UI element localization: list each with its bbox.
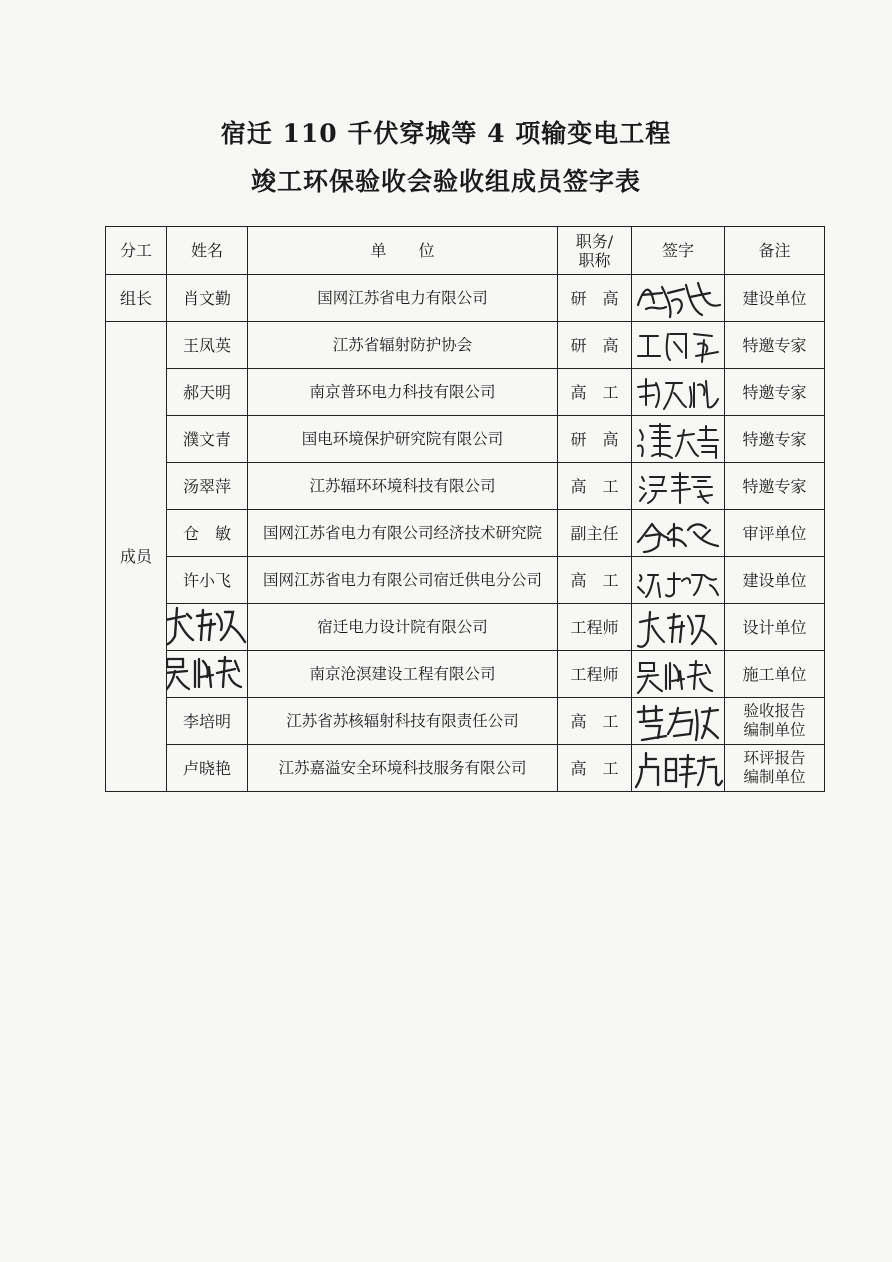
table-row [106, 322, 825, 369]
member-remarks: 建设单位 [725, 557, 825, 604]
member-title: 研 高 [558, 322, 632, 369]
signature-wu [632, 604, 725, 651]
member-unit: 江苏省辐射防护协会 [248, 322, 558, 369]
table-row [106, 557, 825, 604]
table-row [106, 698, 825, 745]
signature-tang [632, 463, 725, 510]
member-remarks [725, 745, 825, 792]
member-remarks: 特邀专家 [725, 416, 825, 463]
table-row [106, 369, 825, 416]
remarks-line: 环评报告 [743, 749, 806, 767]
remarks-line: 编制单位 [743, 768, 806, 786]
header-position [558, 227, 632, 275]
member-name-signature-wu [167, 604, 248, 651]
member-name: 汤翠萍 [167, 463, 248, 510]
member-title: 高 工 [558, 698, 632, 745]
document-title-line1: 宿迁 110 千伏穿城等 4 项输变电工程 [220, 119, 672, 148]
member-unit: 国网江苏省电力有限公司 [248, 275, 558, 322]
member-title: 高 工 [558, 557, 632, 604]
member-unit: 江苏省苏核辐射科技有限责任公司 [248, 698, 558, 745]
remarks-line: 验收报告 [743, 702, 806, 720]
table-row [106, 651, 825, 698]
member-unit: 国网江苏省电力有限公司经济技术研究院 [248, 510, 558, 557]
member-name: 濮文青 [167, 416, 248, 463]
member-title: 高 工 [558, 745, 632, 792]
signature-lu [632, 745, 725, 792]
member-title: 工程师 [558, 604, 632, 651]
header-remarks: 备注 [725, 227, 825, 275]
division-leader: 组长 [106, 275, 167, 322]
header-position-line2: 职称 [578, 250, 611, 270]
member-remarks [725, 698, 825, 745]
signature-li [632, 698, 725, 745]
member-unit: 国电环境保护研究院有限公司 [248, 416, 558, 463]
member-title: 高 工 [558, 369, 632, 416]
member-title: 高 工 [558, 463, 632, 510]
header-position-line1: 职务/ [575, 231, 614, 251]
member-unit: 国网江苏省电力有限公司宿迁供电分公司 [248, 557, 558, 604]
document-title-line2: 竣工环保验收会验收组成员签字表 [250, 167, 641, 196]
member-name: 仓 敏 [167, 510, 248, 557]
remarks-line: 编制单位 [743, 721, 806, 739]
member-remarks: 特邀专家 [725, 369, 825, 416]
member-name: 李培明 [167, 698, 248, 745]
signature-xiao [632, 275, 725, 322]
member-title: 工程师 [558, 651, 632, 698]
member-name: 许小飞 [167, 557, 248, 604]
member-unit: 南京沧溟建设工程有限公司 [248, 651, 558, 698]
member-title: 研 高 [558, 416, 632, 463]
table-row [106, 604, 825, 651]
signature-table [105, 226, 825, 792]
member-name-signature-wu2 [167, 651, 248, 698]
table-row [106, 510, 825, 557]
division-member: 成员 [106, 322, 167, 792]
header-name: 姓名 [167, 227, 248, 275]
member-remarks: 特邀专家 [725, 322, 825, 369]
signature-xu [632, 557, 725, 604]
member-unit: 宿迁电力设计院有限公司 [248, 604, 558, 651]
member-unit: 南京普环电力科技有限公司 [248, 369, 558, 416]
header-division: 分工 [106, 227, 167, 275]
member-remarks: 特邀专家 [725, 463, 825, 510]
member-remarks: 建设单位 [725, 275, 825, 322]
member-title: 研 高 [558, 275, 632, 322]
signature-pu [632, 416, 725, 463]
table-header-row [106, 227, 825, 275]
signature-wu2 [632, 651, 725, 698]
header-signature: 签字 [632, 227, 725, 275]
member-remarks: 审评单位 [725, 510, 825, 557]
member-name: 肖文勤 [167, 275, 248, 322]
member-name: 郝天明 [167, 369, 248, 416]
header-unit: 单 位 [248, 227, 558, 275]
member-remarks: 施工单位 [725, 651, 825, 698]
signature-cang [632, 510, 725, 557]
table-row [106, 745, 825, 792]
member-title: 副主任 [558, 510, 632, 557]
signature-hao [632, 369, 725, 416]
member-name: 卢晓艳 [167, 745, 248, 792]
member-name: 王凤英 [167, 322, 248, 369]
table-row [106, 275, 825, 322]
table-row [106, 463, 825, 510]
member-unit: 江苏嘉溢安全环境科技服务有限公司 [248, 745, 558, 792]
member-remarks: 设计单位 [725, 604, 825, 651]
table-row [106, 416, 825, 463]
member-unit: 江苏辐环环境科技有限公司 [248, 463, 558, 510]
signature-wang [632, 322, 725, 369]
